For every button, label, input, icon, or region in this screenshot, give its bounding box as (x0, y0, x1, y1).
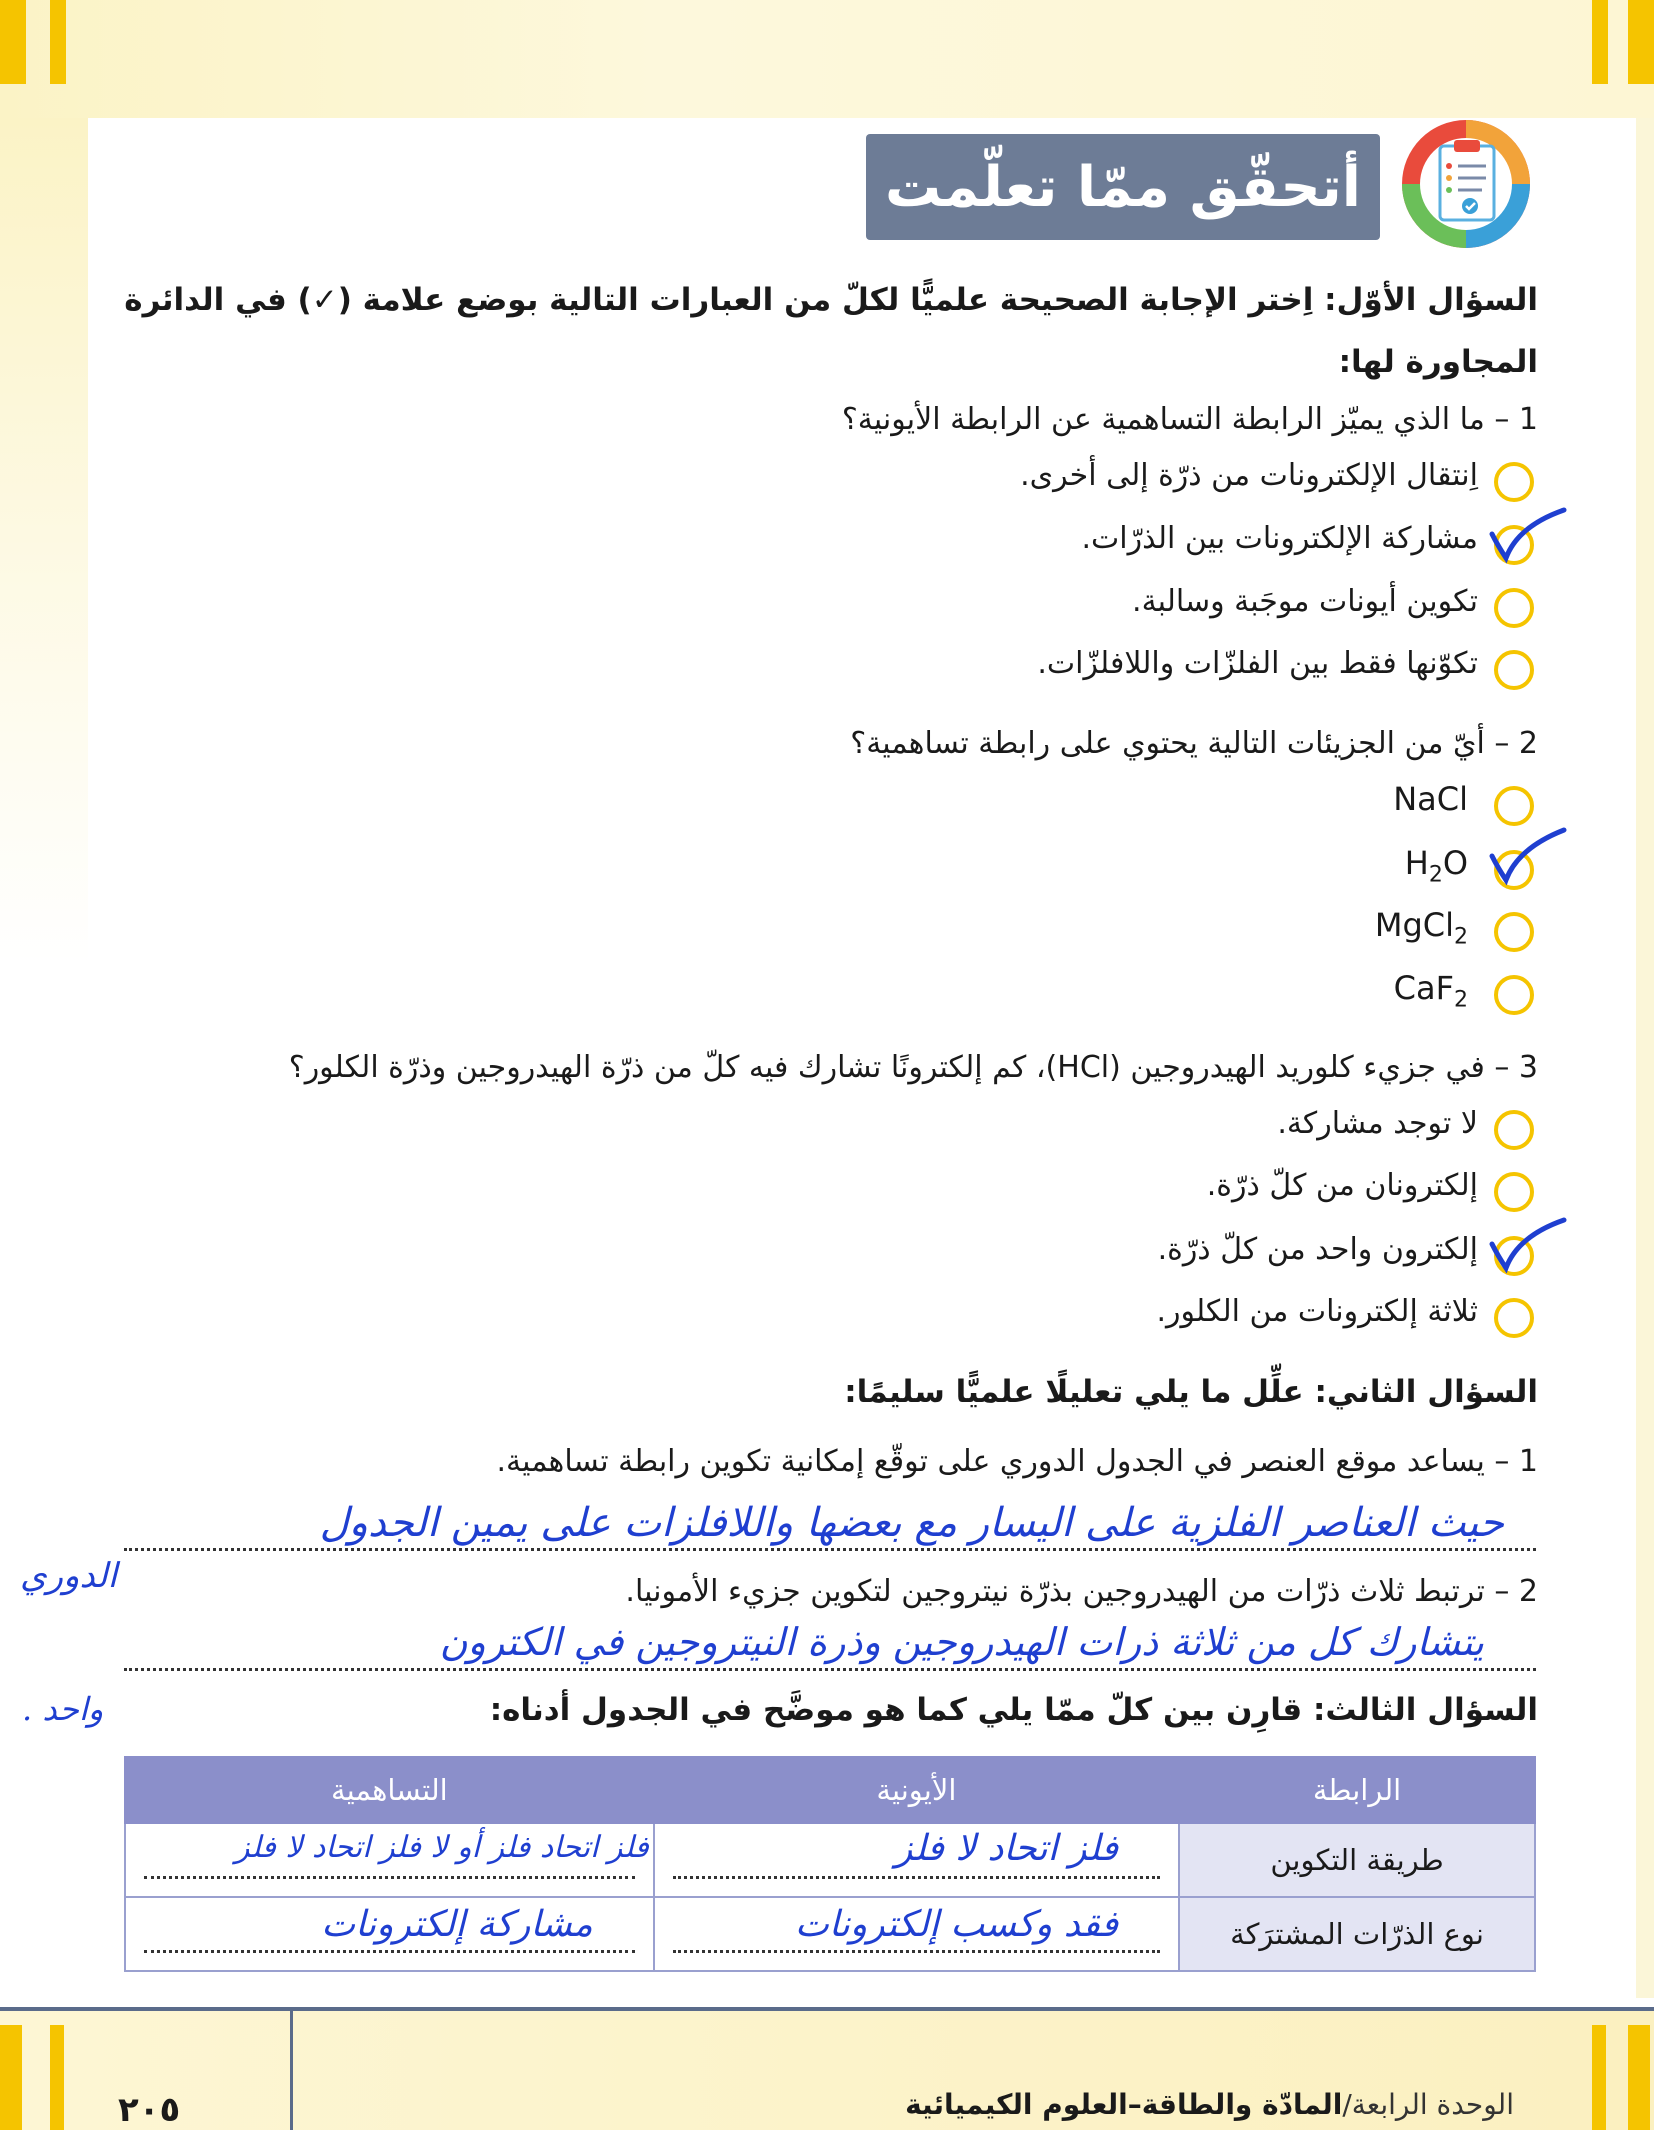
subject-label: المادّة والطاقة–العلوم الكيميائية (905, 2088, 1343, 2121)
answer-circle[interactable] (1494, 1298, 1534, 1338)
column-header: الرابطة (1179, 1757, 1535, 1823)
item-number: 1 – (1494, 1444, 1538, 1479)
option-text: اِنتقال الإلكترونات من ذرّة إلى أخرى. (1020, 458, 1478, 493)
answer-circle[interactable] (1494, 462, 1534, 502)
answer-line (673, 1876, 1160, 1879)
handwritten-answer: فقد وكسب إلكترونات (795, 1904, 1119, 1945)
answer-circle[interactable] (1494, 650, 1534, 690)
option-text: تكوّنها فقط بين الفلزّات واللافلزّات. (1037, 646, 1478, 681)
item-number: 1 – (1494, 402, 1538, 437)
formula-mgcl2: MgCl$_2$ (1374, 906, 1468, 950)
option-text: تكوين أيونات موجَبة وسالبة. (1132, 584, 1478, 619)
right-margin-band (1636, 118, 1654, 1998)
answer-cell[interactable] (125, 1897, 654, 1971)
clipboard-checklist-icon (1396, 114, 1536, 254)
q2-item-2 (625, 1574, 1538, 1609)
option-text: مشاركة الإلكترونات بين الذرّات. (1081, 521, 1478, 556)
corner-stripe (1592, 0, 1608, 84)
checkmark-icon (1488, 826, 1568, 886)
answer-line (144, 1950, 635, 1953)
item-question: ترتبط ثلاث ذرّات من الهيدروجين بذرّة نيتروجين لتكوين جزيء الأمونيا. (625, 1574, 1485, 1609)
item-question: أيّ من الجزيئات التالية يحتوي على رابطة تساهمية؟ (850, 726, 1485, 761)
q1-item-2 (850, 726, 1538, 761)
column-header: التساهمية (125, 1757, 654, 1823)
option-text: إلكترونان من كلّ ذرّة. (1206, 1168, 1478, 1203)
handwritten-answer-cont: واحد . (22, 1690, 104, 1728)
formula-nacl: NaCl (1393, 780, 1468, 818)
footer-unit-title (905, 2088, 1514, 2121)
corner-stripe (50, 0, 66, 84)
answer-cell[interactable] (125, 1823, 654, 1897)
page-title: أتحقّق ممّا تعلّمت (866, 134, 1380, 240)
footer-stripe (50, 2025, 64, 2130)
item-number: 2 – (1494, 1574, 1538, 1609)
q1-heading: السؤال الأوّل: اِختر الإجابة الصحيحة علميًّا لكلّ من العبارات التالية بوضع علامة (✓) في الدائرة (124, 282, 1538, 318)
handwritten-answer: يتشارك كل من ثلاثة ذرات الهيدروجين وذرة النيتروجين في الكترون (439, 1620, 1484, 1664)
footer-divider (290, 2011, 293, 2130)
checkmark-icon (1488, 506, 1568, 566)
table-row (125, 1823, 1535, 1897)
answer-circle[interactable] (1494, 786, 1534, 826)
handwritten-answer-cont: الدوري (20, 1556, 118, 1596)
footer-stripe (1628, 2025, 1650, 2130)
top-banner (0, 0, 1654, 118)
option-text: ثلاثة إلكترونات من الكلور. (1156, 1294, 1478, 1329)
item-question: ما الذي يميّز الرابطة التساهمية عن الرابطة الأيونية؟ (841, 402, 1485, 437)
footer-stripe (1592, 2025, 1606, 2130)
handwritten-answer: فلز اتحاد فلز أو لا فلز اتحاد لا فلز (235, 1830, 649, 1865)
q1-item-1 (842, 402, 1538, 437)
formula-caf2: CaF$_2$ (1393, 969, 1468, 1013)
corner-stripe (1628, 0, 1654, 84)
handwritten-answer: فلز اتحاد لا فلز (894, 1828, 1119, 1869)
answer-cell[interactable] (654, 1897, 1179, 1971)
answer-circle[interactable] (1494, 1172, 1534, 1212)
q3-heading: السؤال الثالث: قارِن بين كلّ ممّا يلي كما هو موضَّح في الجدول أدناه: (489, 1692, 1538, 1728)
answer-circle[interactable] (1494, 912, 1534, 952)
formula-h2o: $H_2O$ (1404, 844, 1468, 888)
column-header: الأيونية (654, 1757, 1179, 1823)
answer-line (144, 1876, 635, 1879)
q2-heading: السؤال الثاني: علِّل ما يلي تعليلًا علميًّا سليمًا: (844, 1374, 1538, 1410)
answer-line[interactable] (124, 1668, 1536, 1671)
row-label: طريقة التكوين (1179, 1823, 1535, 1897)
comparison-table (124, 1756, 1536, 1972)
unit-label: الوحدة الرابعة/ (1342, 2088, 1514, 2121)
answer-circle[interactable] (1494, 1110, 1534, 1150)
q1-item-3 (289, 1050, 1538, 1085)
checkmark-icon (1488, 1216, 1568, 1276)
item-number: 3 – (1494, 1050, 1538, 1085)
row-label: نوع الذرّات المشترَكة (1179, 1897, 1535, 1971)
option-text: إلكترون واحد من كلّ ذرّة. (1157, 1232, 1478, 1267)
answer-line[interactable] (124, 1548, 1536, 1551)
q2-item-1 (497, 1444, 1538, 1479)
table-row (125, 1897, 1535, 1971)
item-number: 2 – (1494, 726, 1538, 761)
q1-heading-cont: المجاورة لها: (1338, 344, 1538, 380)
corner-stripe (0, 0, 26, 84)
handwritten-answer: مشاركة إلكترونات (321, 1904, 593, 1945)
option-text: لا توجد مشاركة. (1277, 1106, 1478, 1141)
table-header-row (125, 1757, 1535, 1823)
answer-line (673, 1950, 1160, 1953)
answer-circle[interactable] (1494, 975, 1534, 1015)
page-number: ٢٠٥ (118, 2090, 181, 2130)
item-question: في جزيء كلوريد الهيدروجين (HCl)، كم إلكترونًا تشارك فيه كلّ من ذرّة الهيدروجين وذرّة الكلور؟ (288, 1050, 1485, 1085)
answer-circle[interactable] (1494, 588, 1534, 628)
footer-stripe (0, 2025, 22, 2130)
answer-cell[interactable] (654, 1823, 1179, 1897)
item-question: يساعد موقع العنصر في الجدول الدوري على توقّع إمكانية تكوين رابطة تساهمية. (496, 1444, 1485, 1479)
handwritten-answer: حيث العناصر الفلزية على اليسار مع بعضها واللافلزات على يمين الجدول (319, 1500, 1504, 1546)
